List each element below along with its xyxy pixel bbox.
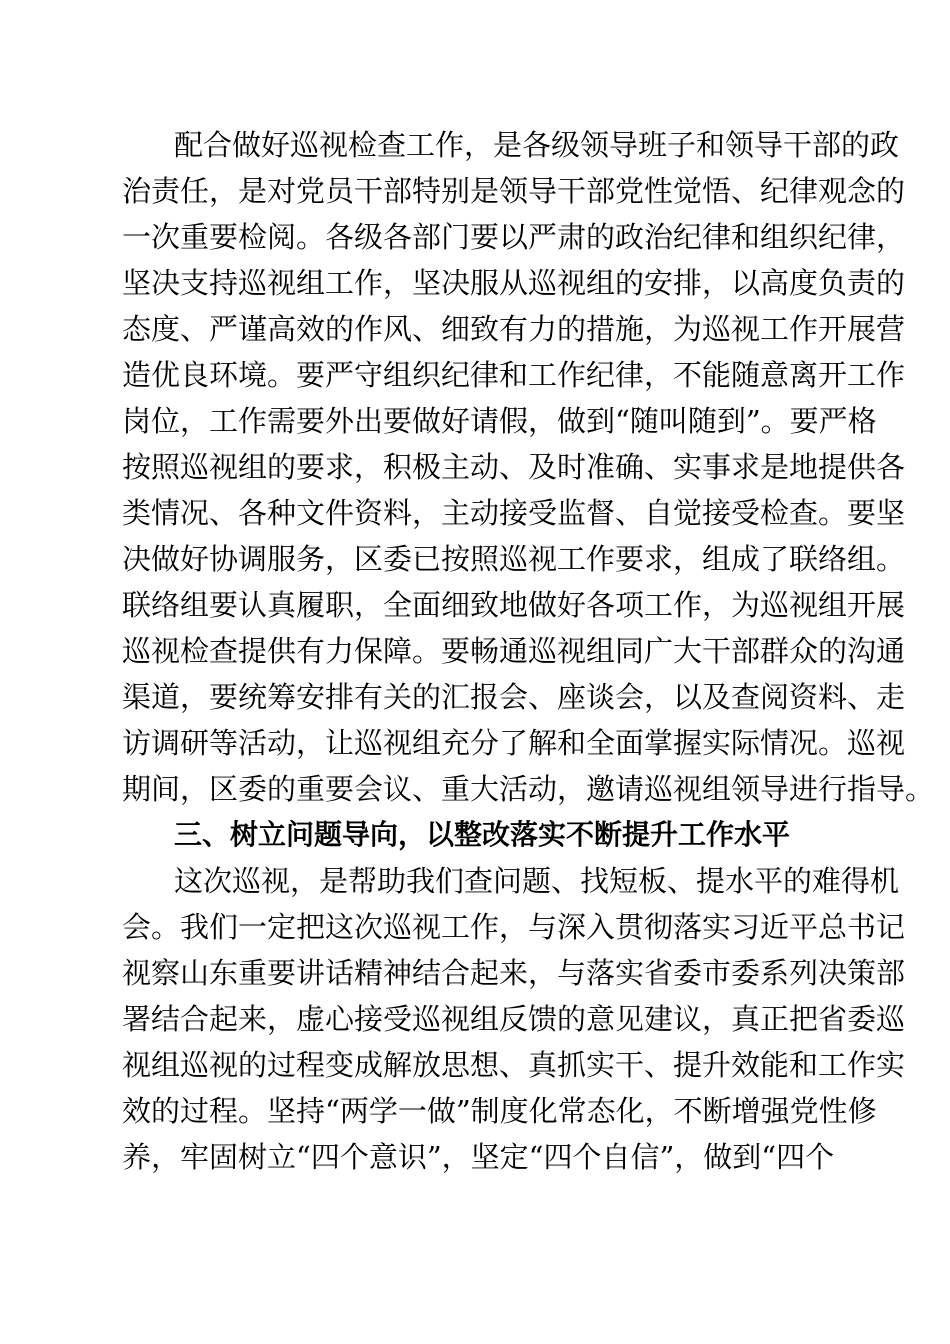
- paragraph-1-line: 类情况、各种文件资料，主动接受监督、自觉接受检查。要坚: [122, 496, 906, 530]
- paragraph-1-line: 态度、严谨高效的作风、细致有力的措施，为巡视工作开展营: [122, 312, 906, 346]
- paragraph-2-line: 视组巡视的过程变成解放思想、真抓实干、提升效能和工作实: [122, 1048, 906, 1082]
- paragraph-1-line: 按照巡视组的要求，积极主动、及时准确、实事求是地提供各: [122, 450, 906, 484]
- paragraph-1-line: 联络组要认真履职，全面细致地做好各项工作，为巡视组开展: [122, 588, 906, 622]
- paragraph-1-line: 岗位，工作需要外出要做好请假，做到“随叫随到”。要严格: [122, 404, 877, 438]
- paragraph-2-line: 这次巡视，是帮助我们查问题、找短板、提水平的难得机: [174, 864, 900, 898]
- paragraph-1-line: 期间，区委的重要会议、重大活动，邀请巡视组领导进行指导。: [122, 772, 935, 806]
- paragraph-1-line: 治责任，是对党员干部特别是领导干部党性觉悟、纪律观念的: [122, 174, 906, 208]
- paragraph-1-line: 访调研等活动，让巡视组充分了解和全面掌握实际情况。巡视: [122, 726, 906, 760]
- paragraph-2-line: 效的过程。坚持“两学一做”制度化常态化，不断增强党性修: [122, 1094, 877, 1128]
- paragraph-1-line: 造优良环境。要严守组织纪律和工作纪律，不能随意离开工作: [122, 358, 906, 392]
- paragraph-2-line: 会。我们一定把这次巡视工作，与深入贯彻落实习近平总书记: [122, 910, 906, 944]
- paragraph-1-line: 决做好协调服务，区委已按照巡视工作要求，组成了联络组。: [122, 542, 906, 576]
- paragraph-2-line: 视察山东重要讲话精神结合起来，与落实省委市委系列决策部: [122, 956, 906, 990]
- paragraph-1-line: 一次重要检阅。各级各部门要以严肃的政治纪律和组织纪律，: [122, 220, 906, 254]
- paragraph-2-line: 养，牢固树立“四个意识”，坚定“四个自信”，做到“四个: [122, 1140, 835, 1174]
- paragraph-1-line: 巡视检查提供有力保障。要畅通巡视组同广大干部群众的沟通: [122, 634, 906, 668]
- paragraph-1-line: 坚决支持巡视组工作，坚决服从巡视组的安排，以高度负责的: [122, 266, 906, 300]
- document-body: [122, 122, 935, 1180]
- paragraph-1-line: 渠道，要统筹安排有关的汇报会、座谈会，以及查阅资料、走: [122, 680, 906, 714]
- paragraph-1-line: 配合做好巡视检查工作，是各级领导班子和领导干部的政: [174, 128, 900, 162]
- paragraph-2-line: 署结合起来，虚心接受巡视组反馈的意见建议，真正把省委巡: [122, 1002, 906, 1036]
- section-heading: 三、树立问题导向，以整改落实不断提升工作水平: [174, 818, 791, 851]
